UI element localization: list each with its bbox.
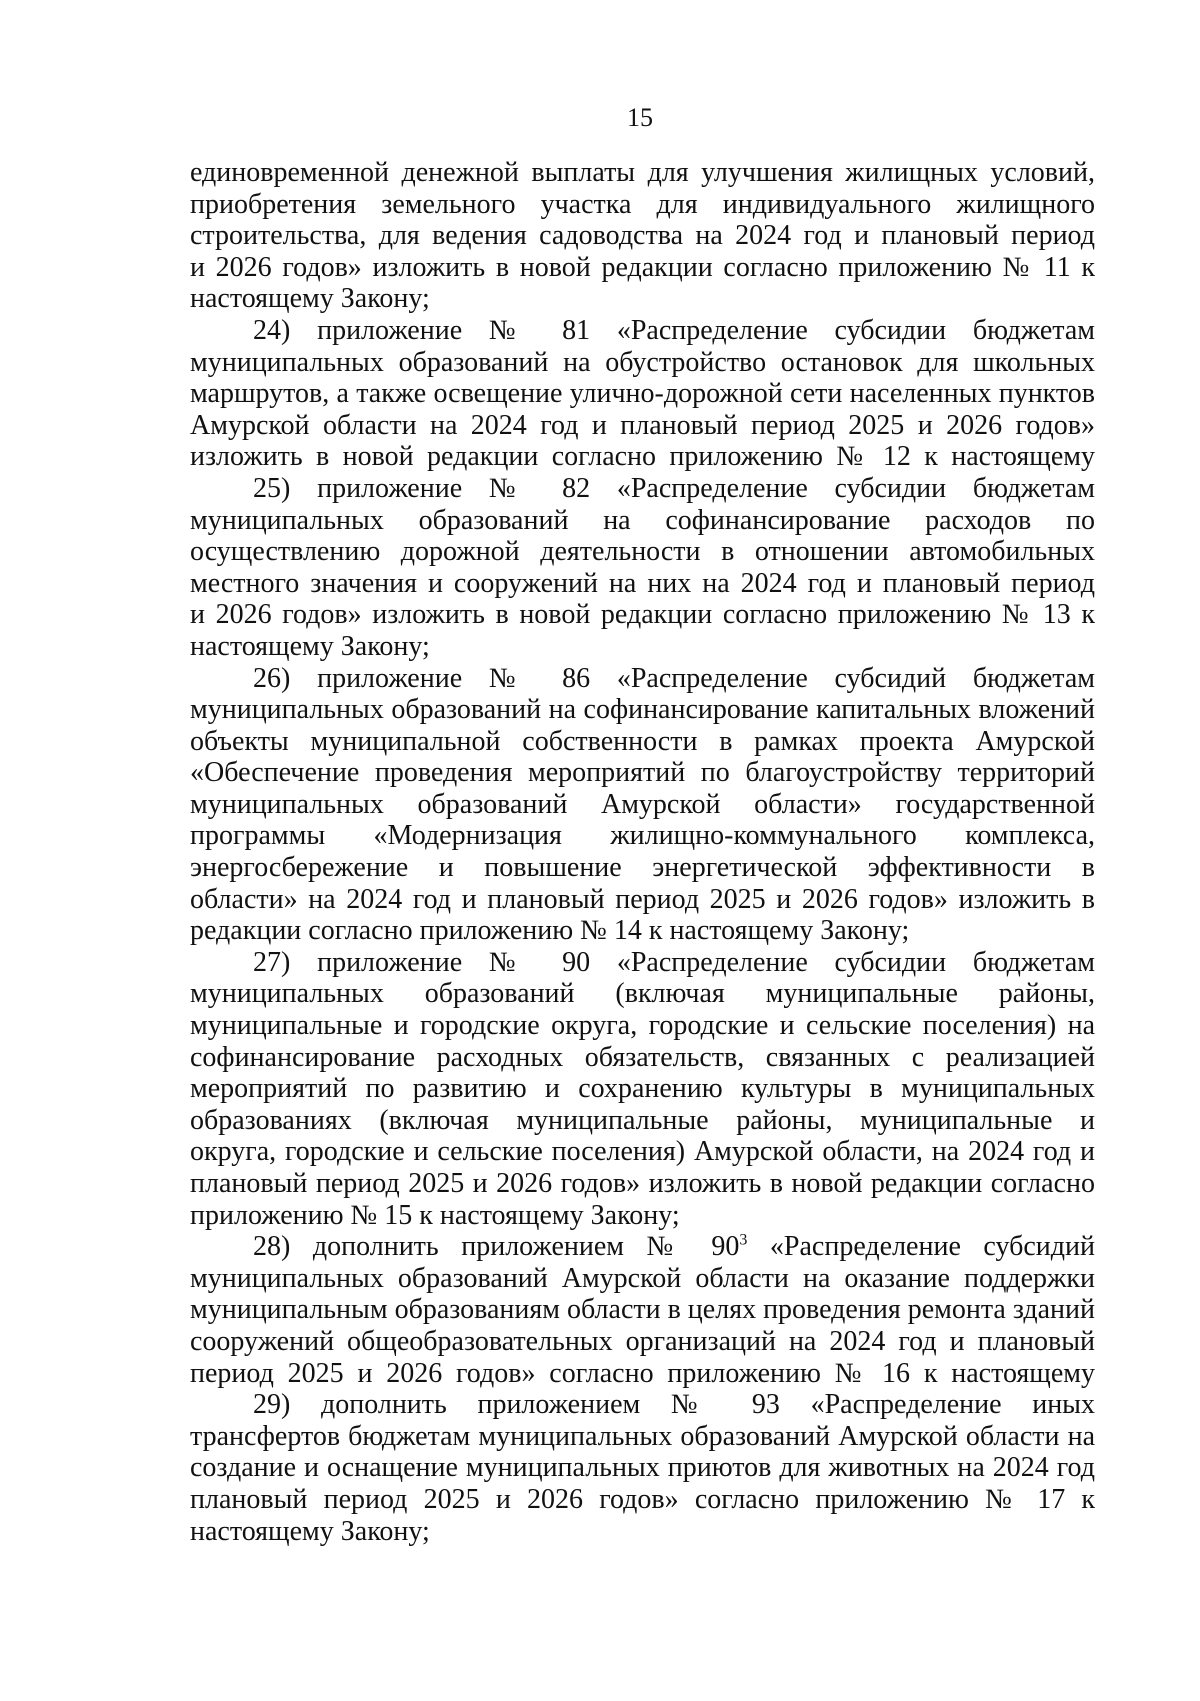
- text-line: [190, 410, 1095, 442]
- text-line-content: «Обеспечение проведения мероприятий по благоустройству территорий: [190, 757, 1095, 789]
- text-line-content: софинансирование расходных обязательств, связанных с реализацией: [190, 1041, 1095, 1073]
- text-line: [190, 694, 1095, 726]
- text-line-content: округа, городские и сельские поселения) Амурской области, на 2024 год и: [190, 1136, 1095, 1168]
- text-line: [190, 505, 1095, 537]
- text-line-tail: «Распределение субсидий: [769, 1231, 1095, 1263]
- text-line-content: муниципальных образований (включая муниципальные районы,: [190, 978, 1095, 1010]
- text-line: [190, 1073, 1095, 1105]
- text-line-content: маршрутов, а также освещение улично-дорожной сети населенных пунктов: [190, 378, 1095, 410]
- text-line: [190, 378, 1095, 410]
- text-line: [190, 915, 1095, 947]
- text-line-content: настоящему Закону;: [190, 283, 430, 315]
- text-line: [190, 1484, 1095, 1516]
- text-line-content: трансфертов бюджетам муниципальных образований Амурской области на: [190, 1420, 1095, 1452]
- text-line: [190, 568, 1095, 600]
- text-line-content: мероприятий по развитию и сохранению культуры в муниципальных: [190, 1073, 1095, 1105]
- text-line: [190, 1452, 1095, 1484]
- text-line-content: Амурской области на 2024 год и плановый период 2025 и 2026 годов»: [190, 409, 1095, 441]
- text-line: [190, 789, 1095, 821]
- text-line-content: муниципальных образований на софинансирование расходов по: [190, 504, 1095, 536]
- text-line: [190, 947, 1095, 979]
- text-line: [190, 347, 1095, 379]
- text-line: [190, 1200, 1095, 1232]
- text-line: [190, 1358, 1095, 1390]
- text-line-content: единовременной денежной выплаты для улучшения жилищных условий,: [190, 157, 1095, 188]
- text-line-content: местного значения и сооружений на них на 2024 год и плановый период: [190, 567, 1095, 599]
- text-line-content: области» на 2024 год и плановый период 2025 и 2026 годов» изложить в: [190, 883, 1095, 915]
- text-line-content: муниципальных образований Амурской области на оказание поддержки: [190, 1262, 1095, 1294]
- text-line-content: образованиях (включая муниципальные районы, муниципальные и: [190, 1104, 1095, 1136]
- text-line-content: 28) дополнить приложением № 90: [253, 1231, 740, 1263]
- text-line: [190, 252, 1095, 284]
- text-line: [190, 1168, 1095, 1200]
- text-line-content: 29) дополнить приложением № 93 «Распределение иных: [253, 1389, 1095, 1421]
- text-line: [190, 536, 1095, 568]
- text-line: [190, 599, 1095, 631]
- superscript: 3: [739, 1231, 748, 1249]
- text-line: [190, 1516, 1095, 1548]
- text-line-content: 27) приложение № 90 «Распределение субсидии бюджетам: [253, 946, 1095, 978]
- text-line: [190, 852, 1095, 884]
- document-body: [190, 157, 1095, 1547]
- text-line: [190, 1010, 1095, 1042]
- text-line-content: сооружений общеобразовательных организаций на 2024 год и плановый: [190, 1325, 1095, 1357]
- text-line-content: муниципальных образований на софинансирование капитальных вложений: [190, 694, 1095, 726]
- text-line: [190, 884, 1095, 916]
- text-line: [190, 1105, 1095, 1137]
- text-line: [190, 1389, 1095, 1421]
- text-line-content: энергосбережение и повышение энергетической эффективности в: [190, 852, 1095, 884]
- text-line: [190, 157, 1095, 189]
- text-line-content: создание и оснащение муниципальных приютов для животных на 2024 год: [190, 1452, 1095, 1484]
- text-line: [190, 283, 1095, 315]
- text-line-content: строительства, для ведения садоводства на 2024 год и плановый период: [190, 220, 1095, 252]
- text-line-content: объекты муниципальной собственности в рамках проекта Амурской: [190, 725, 1095, 757]
- text-line-content: изложить в новой редакции согласно приложению № 12 к настоящему: [190, 441, 1095, 473]
- text-line: [190, 1263, 1095, 1295]
- text-line-content: муниципальных образований на обустройство остановок для школьных: [190, 346, 1095, 378]
- text-line: [190, 1231, 1095, 1263]
- text-line-content: муниципальные и городские округа, городские и сельские поселения) на: [190, 1010, 1095, 1042]
- text-line-content: 25) приложение № 82 «Распределение субсидии бюджетам: [253, 472, 1095, 504]
- text-line: [190, 441, 1095, 473]
- text-line-content: плановый период 2025 и 2026 годов» согласно приложению № 17 к: [190, 1483, 1095, 1515]
- text-line-content: приложению № 15 к настоящему Закону;: [190, 1199, 680, 1231]
- text-line: [190, 220, 1095, 252]
- text-line-content: муниципальных образований Амурской области» государственной: [190, 788, 1095, 820]
- text-line-content: настоящему Закону;: [190, 1515, 430, 1547]
- text-line-content: и 2026 годов» изложить в новой редакции согласно приложению № 13 к: [190, 599, 1095, 631]
- text-line: [190, 663, 1095, 695]
- text-line: [190, 757, 1095, 789]
- text-line-content: период 2025 и 2026 годов» согласно приложению № 16 к настоящему: [190, 1357, 1095, 1389]
- text-line: [190, 1042, 1095, 1074]
- text-line: [190, 1421, 1095, 1453]
- text-line-content: настоящему Закону;: [190, 630, 430, 662]
- text-line-content: муниципальным образованиям области в целях проведения ремонта зданий: [190, 1294, 1095, 1326]
- text-line: [190, 1136, 1095, 1168]
- text-line-content: 24) приложение № 81 «Распределение субсидии бюджетам: [253, 314, 1095, 346]
- text-line-content: программы «Модернизация жилищно-коммунального комплекса,: [190, 820, 1095, 852]
- text-line-content: редакции согласно приложению № 14 к настоящему Закону;: [190, 915, 910, 947]
- text-line: [190, 978, 1095, 1010]
- text-line-content: плановый период 2025 и 2026 годов» изложить в новой редакции согласно: [190, 1168, 1095, 1199]
- page-number: 15: [627, 103, 653, 132]
- text-line: [190, 726, 1095, 758]
- text-line: [190, 1326, 1095, 1358]
- text-line-content: осуществлению дорожной деятельности в отношении автомобильных: [190, 536, 1095, 568]
- text-line: [190, 820, 1095, 852]
- text-line-content: приобретения земельного участка для индивидуального жилищного: [190, 188, 1095, 220]
- text-line: [190, 631, 1095, 663]
- text-line: [190, 315, 1095, 347]
- text-line: [190, 1294, 1095, 1326]
- text-line: [190, 473, 1095, 505]
- text-line-content: 26) приложение № 86 «Распределение субсидий бюджетам: [253, 662, 1095, 694]
- text-line-content: и 2026 годов» изложить в новой редакции согласно приложению № 11 к: [190, 251, 1095, 283]
- text-line: [190, 189, 1095, 221]
